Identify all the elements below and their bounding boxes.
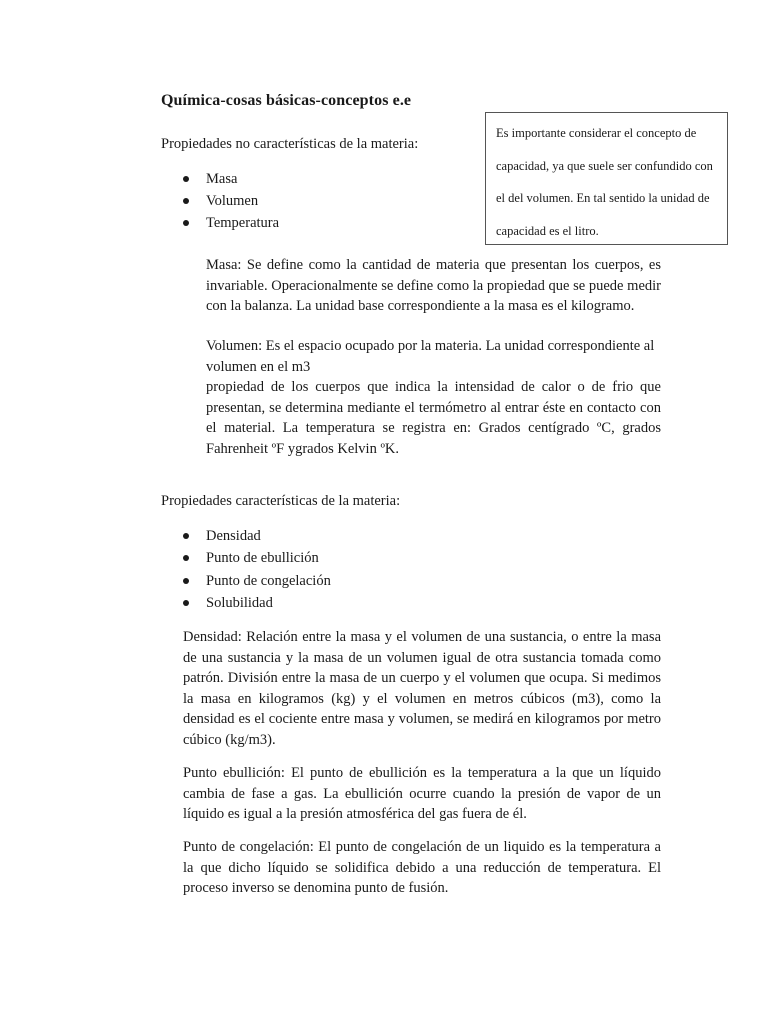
- document-title: Química-cosas básicas-conceptos e.e: [161, 92, 412, 109]
- paragraph-masa: Masa: Se define como la cantidad de materia que presentan los cuerpos, es invariable. Operacionalmente se define como la propiedad que se puede medir con la balanza. La unidad base correspondiente a la masa es el kilogramo.: [206, 257, 661, 314]
- paragraph-densidad: Densidad: Relación entre la masa y el volumen de una sustancia, o entre la masa de una sustancia y la masa de un volumen igual de otra sustancia tomada como patrón. División entre la masa de un cuerpo y el volumen que ocupa. Si medimos la masa en kilogramos (kg) y el volumen en metros cúbicos (m3), como la densidad es el cociente entre masa y volumen, se medirá en kilogramos por metro cúbico (kg/m3).: [183, 629, 661, 748]
- bullet-icon: [183, 220, 189, 226]
- list-item: [183, 168, 279, 190]
- list-item-label: Punto de congelación: [206, 572, 331, 589]
- list-item-label: Volumen: [206, 193, 259, 209]
- list-item: [183, 525, 331, 547]
- list-item-label: Punto de ebullición: [206, 550, 319, 567]
- list-item: [183, 592, 331, 614]
- bullet-icon: [183, 578, 189, 584]
- bullet-icon: [183, 198, 189, 204]
- bullet-icon: [183, 176, 189, 182]
- bullet-list-no-caracteristicas: [183, 168, 279, 234]
- list-item: [183, 570, 331, 592]
- paragraph-volumen: Volumen: Es el espacio ocupado por la materia. La unidad correspondiente al volumen en el m3: [206, 338, 655, 375]
- list-item-label: Masa: [206, 171, 238, 187]
- paragraph-temperatura: propiedad de los cuerpos que indica la intensidad de calor o de frio que presentan, se determina mediante el termómetro al entrar éste en contacto con el material. La temperatura se registra en: Grados centígrado ºC, grados Fahrenheit ºF ygrados Kelvin ºK.: [206, 379, 661, 457]
- bullet-icon: [183, 555, 189, 561]
- list-item: [183, 547, 331, 569]
- note-box: Es importante considerar el concepto de capacidad, ya que suele ser confundido con el del volumen. En tal sentido la unidad de capacidad es el litro.: [485, 112, 728, 245]
- list-item: [183, 212, 279, 234]
- section-heading-caracteristicas: Propiedades características de la materia:: [161, 493, 401, 509]
- bullet-icon: [183, 600, 189, 606]
- paragraph-punto-ebullicion: Punto ebullición: El punto de ebullición es la temperatura a la que un líquido cambia de fase a gas. La ebullición ocurre cuando la presión de vapor de un líquido es igual a la presión atmosférica del gas fuera de él.: [183, 765, 661, 822]
- paragraph-punto-congelacion: Punto de congelación: El punto de congelación de un liquido es la temperatura a la que dicho líquido se solidifica debido a una reducción de temperatura. El proceso inverso se denomina punto de fusión.: [183, 839, 661, 896]
- section-heading-no-caracteristicas: Propiedades no características de la materia:: [161, 136, 419, 152]
- list-item: [183, 190, 279, 212]
- list-item-label: Densidad: [206, 528, 261, 544]
- bullet-list-caracteristicas: [183, 525, 331, 614]
- bullet-icon: [183, 533, 189, 539]
- list-item-label: Solubilidad: [206, 594, 273, 611]
- list-item-label: Temperatura: [206, 215, 280, 231]
